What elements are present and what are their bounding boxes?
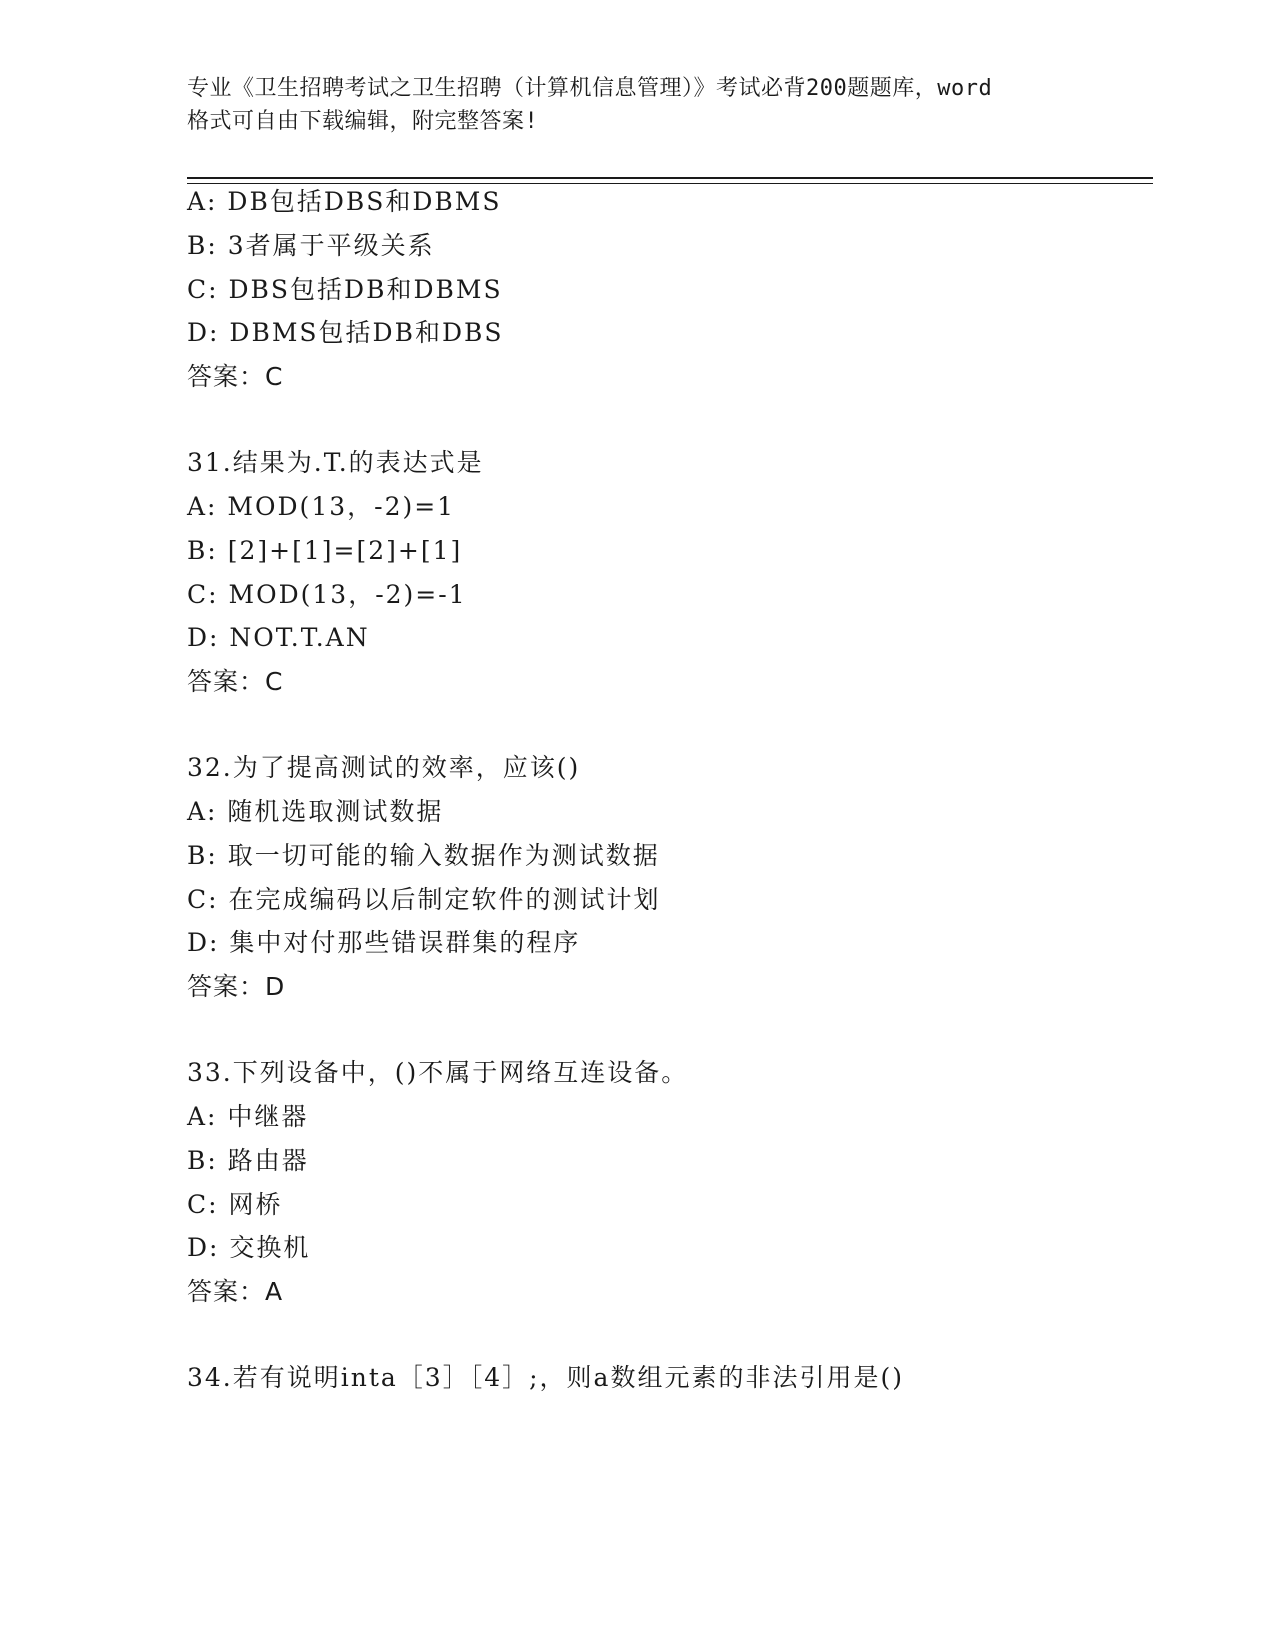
option-d: D: 集中对付那些错误群集的程序 bbox=[187, 928, 581, 957]
option-c: C: MOD(13，-2)=-1 bbox=[187, 580, 467, 609]
question-32-stem: 32.为了提高测试的效率，应该() bbox=[187, 753, 581, 782]
header-line-2: 格式可自由下载编辑，附完整答案! bbox=[187, 109, 539, 134]
header-divider-thin bbox=[187, 183, 1153, 184]
option-d: D: DBMS包括DB和DBS bbox=[187, 318, 504, 347]
question-33-stem: 33.下列设备中，()不属于网络互连设备。 bbox=[187, 1058, 689, 1087]
document-header bbox=[187, 72, 1087, 138]
option-a: A: 随机选取测试数据 bbox=[187, 797, 444, 826]
option-d: D: NOT.T.AN bbox=[187, 623, 370, 652]
option-b: B: 路由器 bbox=[187, 1146, 309, 1175]
answer-line: 答案：D bbox=[187, 972, 286, 1001]
option-c: C: DBS包括DB和DBMS bbox=[187, 275, 503, 304]
option-c: C: 网桥 bbox=[187, 1190, 283, 1219]
option-a: A: DB包括DBS和DBMS bbox=[187, 187, 502, 216]
option-c: C: 在完成编码以后制定软件的测试计划 bbox=[187, 885, 661, 914]
header-line-1: 专业《卫生招聘考试之卫生招聘（计算机信息管理）》考试必背200题题库，word bbox=[187, 76, 993, 101]
question-34-stem: 34.若有说明inta［3］［4］;，则a数组元素的非法引用是() bbox=[187, 1363, 904, 1392]
header-divider-thick bbox=[187, 177, 1153, 179]
answer-line: 答案：C bbox=[187, 667, 284, 696]
option-d: D: 交换机 bbox=[187, 1233, 311, 1262]
option-b: B: 3者属于平级关系 bbox=[187, 231, 435, 260]
option-b: B: 取一切可能的输入数据作为测试数据 bbox=[187, 841, 660, 870]
option-b: B: [2]+[1]=[2]+[1] bbox=[187, 536, 463, 565]
option-a: A: MOD(13，-2)=1 bbox=[187, 492, 456, 521]
option-a: A: 中继器 bbox=[187, 1102, 309, 1131]
question-31-stem: 31.结果为.T.的表达式是 bbox=[187, 448, 484, 477]
answer-line: 答案：A bbox=[187, 1277, 284, 1306]
answer-line: 答案：C bbox=[187, 362, 284, 391]
